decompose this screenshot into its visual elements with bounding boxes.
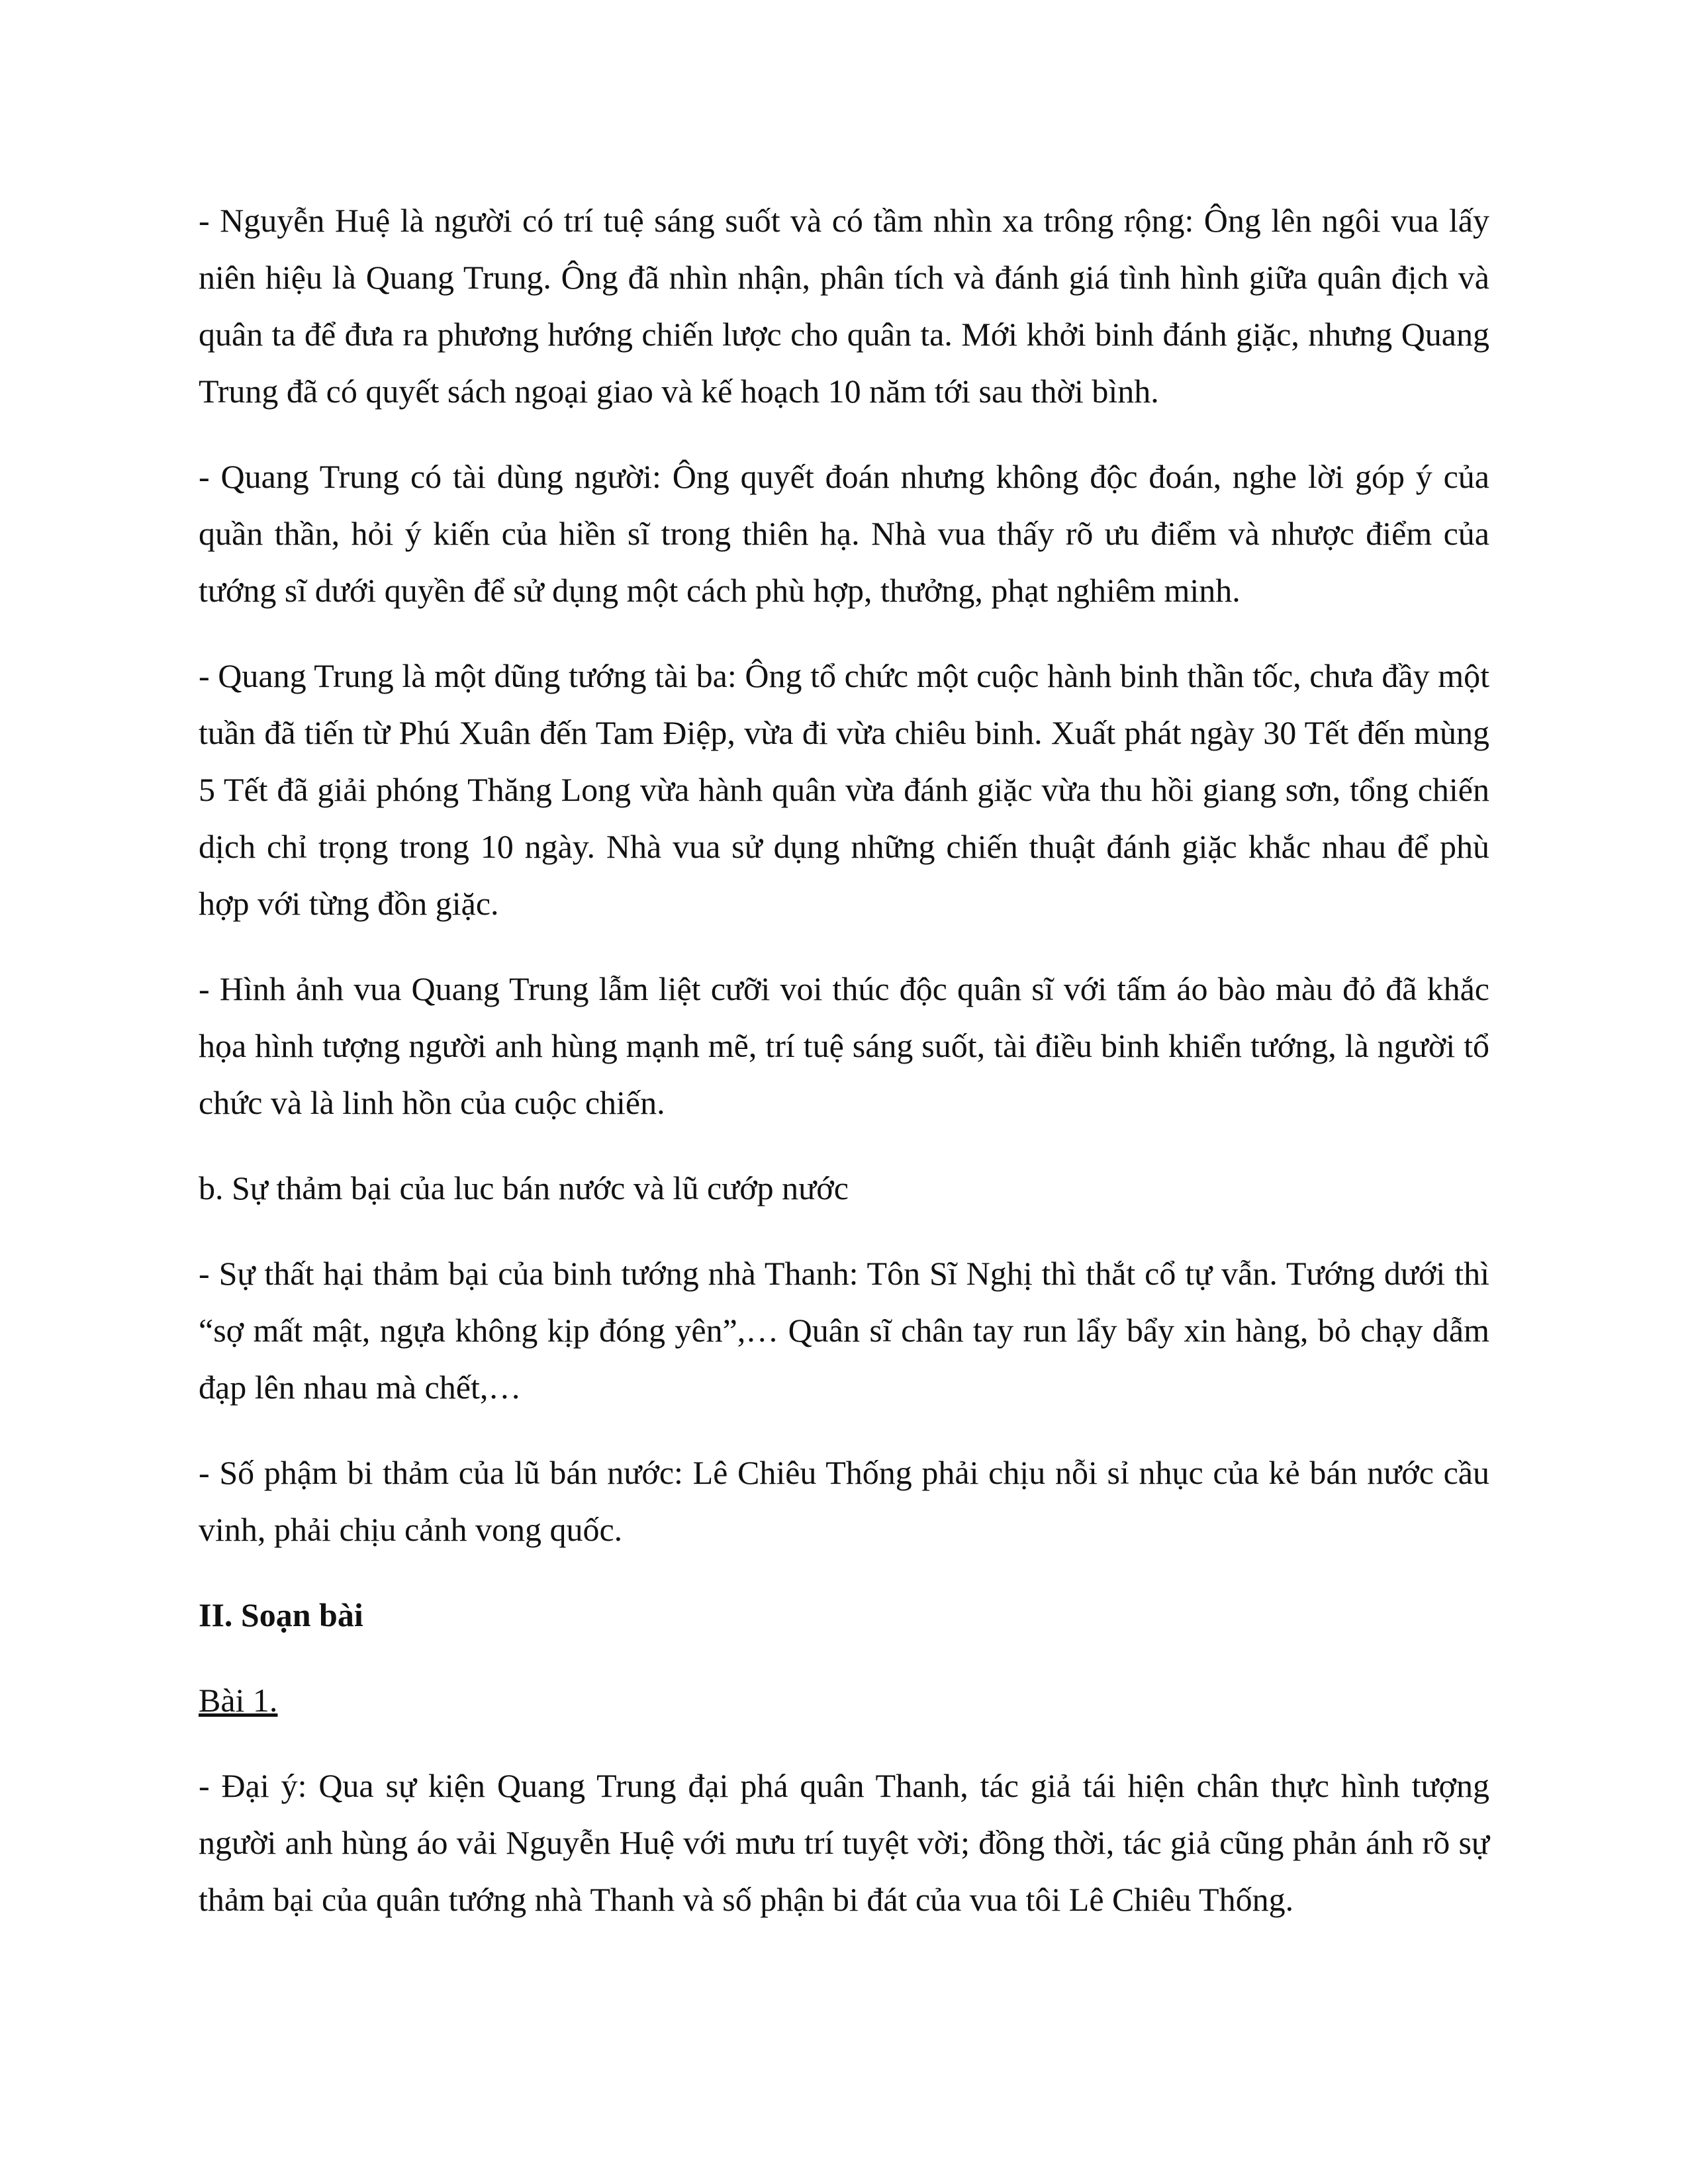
paragraph-le-chieu-thong-fate: - Số phậm bi thảm của lũ bán nước: Lê Chiêu Thống phải chịu nỗi sỉ nhục của kẻ bán nước cầu vinh, phải chịu cảnh vong quốc. [199,1454,1489,1548]
document-body [199,192,1489,1956]
paragraph-quang-trung-image: - Hình ảnh vua Quang Trung lẫm liệt cưỡi voi thúc độc quân sĩ với tấm áo bào màu đỏ đã khắc họa hình tượng người anh hùng mạnh mẽ, trí tuệ sáng suốt, tài điều binh khiển tướng, là người tổ chức và là linh hồn của cuộc chiến. [199,970,1489,1121]
section-b-title: b. Sự thảm bại của luc bán nước và lũ cướp nước [199,1169,849,1206]
bai-1-heading [199,1672,1489,1729]
paragraph-qing-defeat: - Sự thất hại thảm bại của binh tướng nhà Thanh: Tôn Sĩ Nghị thì thắt cổ tự vẫn. Tướng dưới thì “sợ mất mật, ngựa không kịp đóng yên”,… Quân sĩ chân tay run lẩy bẩy xin hàng, bỏ chạy dẫm đạp lên nhau mà chết,… [199,1255,1489,1406]
section-ii-heading: II. Soạn bài [199,1596,363,1633]
paragraph-nguyen-hue-wisdom: - Nguyễn Huệ là người có trí tuệ sáng suốt và có tầm nhìn xa trông rộng: Ông lên ngôi vua lấy niên hiệu là Quang Trung. Ông đã nhìn nhận, phân tích và đánh giá tình hình giữa quân địch và quân ta để đưa ra phương hướng chiến lược cho quân ta. Mới khởi binh đánh giặc, nhưng Quang Trung đã có quyết sách ngoại giao và kế hoạch 10 năm tới sau thời bình. [199,202,1489,410]
paragraph-quang-trung-general: - Quang Trung là một dũng tướng tài ba: Ông tổ chức một cuộc hành binh thần tốc, chưa đầy một tuần đã tiến từ Phú Xuân đến Tam Điệp, vừa đi vừa chiêu binh. Xuất phát ngày 30 Tết đến mùng 5 Tết đã giải phóng Thăng Long vừa hành quân vừa đánh giặc vừa thu hồi giang sơn, tổng chiến dịch chỉ trọng trong 10 ngày. Nhà vua sử dụng những chiến thuật đánh giặc khắc nhau để phù hợp với từng đồn giặc. [199,657,1489,922]
paragraph-quang-trung-leadership: - Quang Trung có tài dùng người: Ông quyết đoán nhưng không độc đoán, nghe lời góp ý của quần thần, hỏi ý kiến của hiền sĩ trong thiên hạ. Nhà vua thấy rõ ưu điểm và nhược điểm của tướng sĩ dưới quyền để sử dụng một cách phù hợp, thưởng, phạt nghiêm minh. [199,458,1489,609]
bai-1-label: Bài 1. [199,1682,278,1719]
paragraph-dai-y: - Đại ý: Qua sự kiện Quang Trung đại phá quân Thanh, tác giả tái hiện chân thực hình tượng người anh hùng áo vải Nguyễn Huệ với mưu trí tuyệt vời; đồng thời, tác giả cũng phản ánh rõ sự thảm bại của quân tướng nhà Thanh và số phận bi đát của vua tôi Lê Chiêu Thống. [199,1767,1489,1918]
